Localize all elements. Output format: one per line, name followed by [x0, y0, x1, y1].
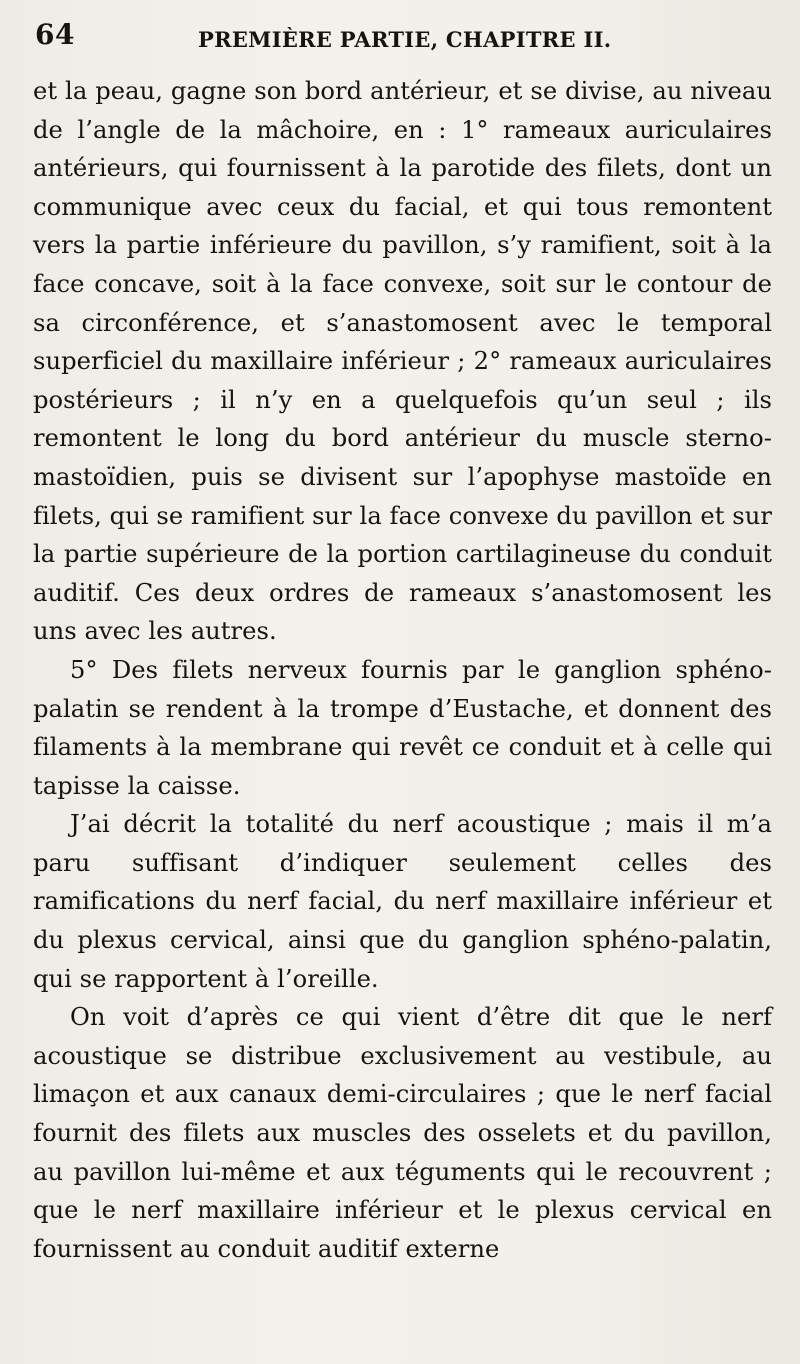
- running-title: PREMIÈRE PARTIE, CHAPITRE II.: [198, 27, 612, 52]
- paragraph-acoustic-nerve: J’ai décrit la totalité du nerf acoustique ; mais il m’a paru suffisant d’indiquer seulement celles des ramifications du nerf facial, du nerf maxillaire inférieur et du plexus cervical, ainsi que du ganglion sphéno-palatin, qui se rapportent à l’oreille.: [33, 810, 780, 993]
- body-text: [33, 72, 780, 1268]
- paragraph-continuation: et la peau, gagne son bord antérieur, et se divise, au niveau de l’angle de la mâchoire, en : 1° rameaux auriculaires antérieurs, qui fournissent à la parotide des filets, dont un communique avec ceux du facial, et qui tous remontent vers la partie inférieure du pavillon, s’y ramifient, soit à la face concave, soit à la face convexe, soit sur le contour de sa circonférence, et s’anastomosent avec le temporal superficiel du maxillaire inférieur ; 2° rameaux auriculaires postérieurs ; il n’y en a quelquefois qu’un seul ; ils remontent le long du bord antérieur du muscle sterno-mastoïdien, puis se divisent sur l’apophyse mastoïde en filets, qui se ramifient sur la face convexe du pavillon et sur la partie supérieure de la portion cartilagineuse du conduit auditif. Ces deux ordres de rameaux s’anastomosent les uns avec les autres.: [33, 77, 780, 646]
- running-head: [33, 0, 772, 72]
- paragraph-distribution: On voit d’après ce qui vient d’être dit que le nerf acoustique se distribue exclusivement au vestibule, au limaçon et aux canaux demi-circulaires ; que le nerf facial fournit des filets aux muscles des osselets et du pavillon, au pavillon lui-même et aux téguments qui le recouvrent ; que le nerf maxillaire inférieur et le plexus cervical en fournissent au conduit auditif externe: [33, 1003, 780, 1263]
- paragraph-ganglion: 5° Des filets nerveux fournis par le ganglion sphéno-palatin se rendent à la trompe d’Eustache, et donnent des filaments à la membrane qui revêt ce conduit et à celle qui tapisse la caisse.: [33, 655, 780, 800]
- page-number: 64: [35, 18, 75, 51]
